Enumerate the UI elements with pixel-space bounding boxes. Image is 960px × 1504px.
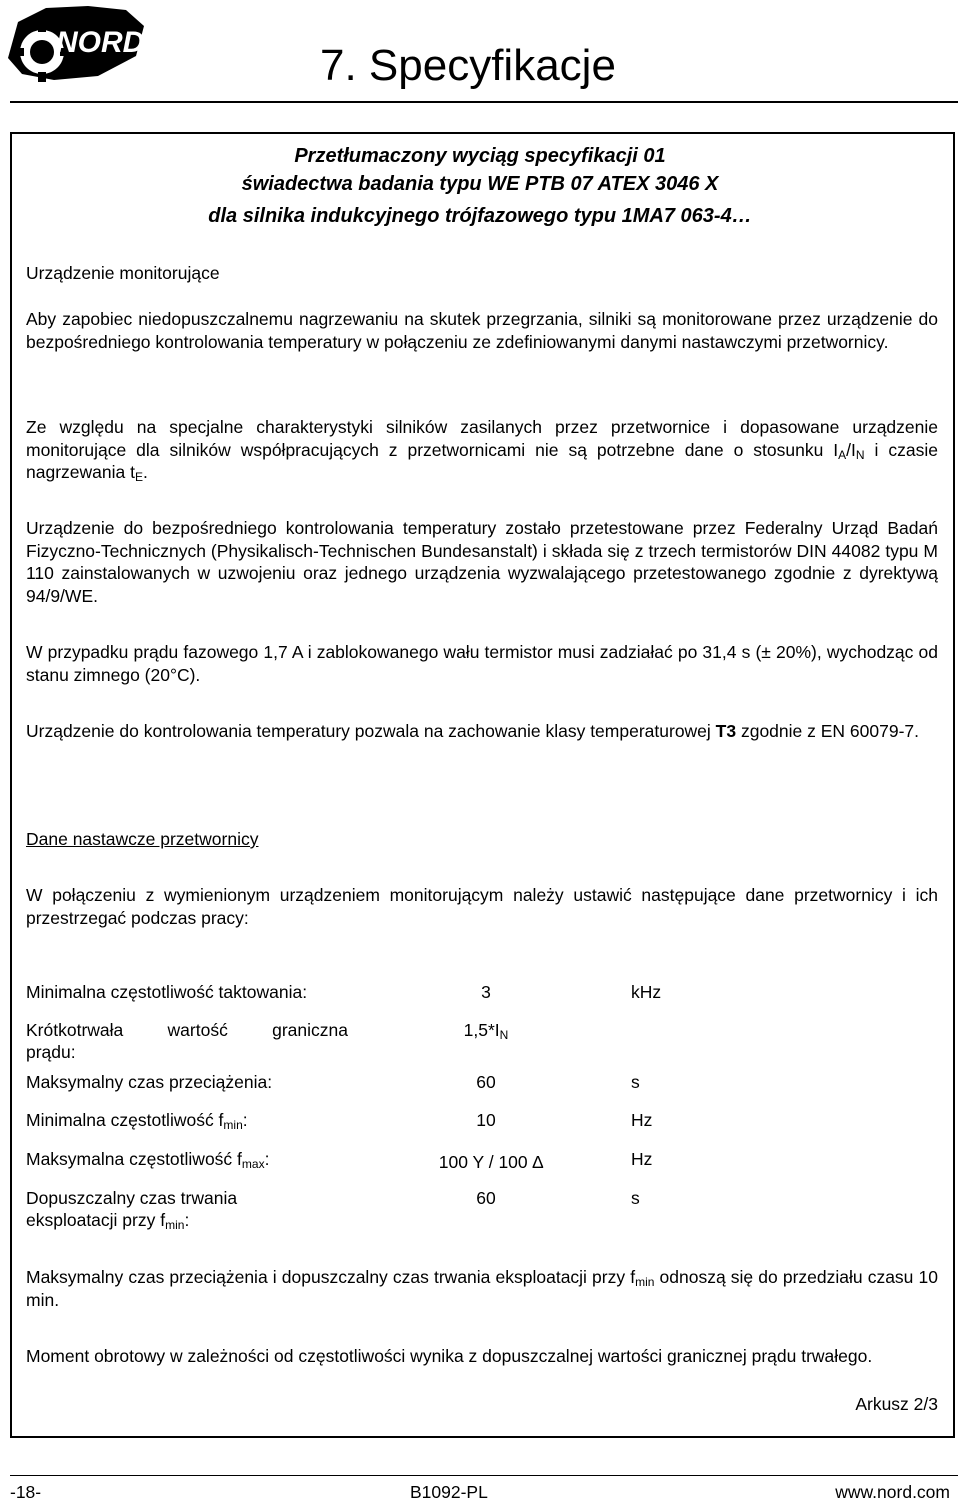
note-1: Maksymalny czas przeciążenia i dopuszczalny czas trwania eksploatacji przy $f_{min}$ odnoszą się do przedziału czasu 10 min. [26,1267,938,1310]
settings-row: Maksymalna częstotliwość $f_{max}$: 100 Y / 100 ∆ Hz [26,1149,653,1172]
settings-row: Maksymalny czas przeciążenia: 60 s [26,1072,640,1092]
doc-header-line2: świadectwa badania typu WE PTB 07 ATEX 3046 X [241,173,719,195]
paragraph-2: Ze względu na specjalne charakterystyki silników zasilanych przez przetwornice i dopasowane urządzenie monitorujące dla silników współpracujących z przetwornicami nie są potrzebne dane o stosunku $I_A/I_N$ i czasie nagrzewania $t_E$. [26,417,938,484]
footer-rule [10,1475,958,1476]
footer-doc-code: B1092-PL [410,1482,488,1502]
paragraph-1: Aby zapobiec niedopuszczalnemu nagrzewaniu na skutek przegrzania, silniki są monitorowane przez urządzenie do bezpośredniego kontrolowania temperatury w połączeniu ze zdefiniowanymi danymi nastawczymi przetwornicy. [26,309,938,352]
sheet-number: Arkusz 2/3 [855,1394,938,1414]
paragraph-4: W przypadku prądu fazowego 1,7 A i zablokowanego wału termistor musi zadziałać po 31,4 s (± 20%), wychodząc od stanu zimnego (20°C). [26,642,938,685]
settings-row: Krótkotrwała wartość graniczna prądu: $1,5*I_N$ [26,1020,509,1062]
page-title: 7. Specyfikacje [320,41,616,90]
paragraph-3: Urządzenie do bezpośredniego kontrolowania temperatury zostało przetestowane przez Federalny Urząd Badań Fizyczno-Technicznych (Physikalisch-Technischen Bundesanstalt) i składa się z trzech termistorów DIN 44082 typu M 110 zainstalowanych w uzwojeniu oraz jednego urządzenia wyzwalającego przetestowanego zgodnie z dyrektywą 94/9/WE. [26,518,938,606]
section-heading-monitoring: Urządzenie monitorujące [26,263,220,283]
note-2: Moment obrotowy w zależności od częstotliwości wynika z dopuszczalnej wartości granicznej prądu trwałego. [26,1346,873,1366]
nord-logo [2,0,152,96]
footer-url: www.nord.com [835,1482,950,1502]
doc-header-line3: dla silnika indukcyjnego trójfazowego typu 1MA7 063-4… [208,205,752,227]
paragraph-5: Urządzenie do kontrolowania temperatury pozwala na zachowanie klasy temperaturowej T3 zgodnie z EN 60079-7. [26,721,920,741]
settings-row: Minimalna częstotliwość $f_{min}$: 10 Hz [26,1110,653,1132]
doc-header-line1: Przetłumaczony wyciąg specyfikacji 01 [294,145,666,167]
section-heading-settings: Dane nastawcze przetwornicy [26,829,259,849]
settings-row: Minimalna częstotliwość taktowania: 3 kHz [26,982,662,1002]
settings-row: Dopuszczalny czas trwania eksploatacji przy $f_{min}$: 60 s [26,1188,640,1232]
header-rule [10,101,958,103]
footer-page-number: -18- [10,1482,42,1502]
settings-intro: W połączeniu z wymienionym urządzeniem monitorującym należy ustawić następujące dane przetwornicy i ich przestrzegać podczas pracy: [26,885,938,928]
svg-text:NORD: NORD [56,26,145,59]
